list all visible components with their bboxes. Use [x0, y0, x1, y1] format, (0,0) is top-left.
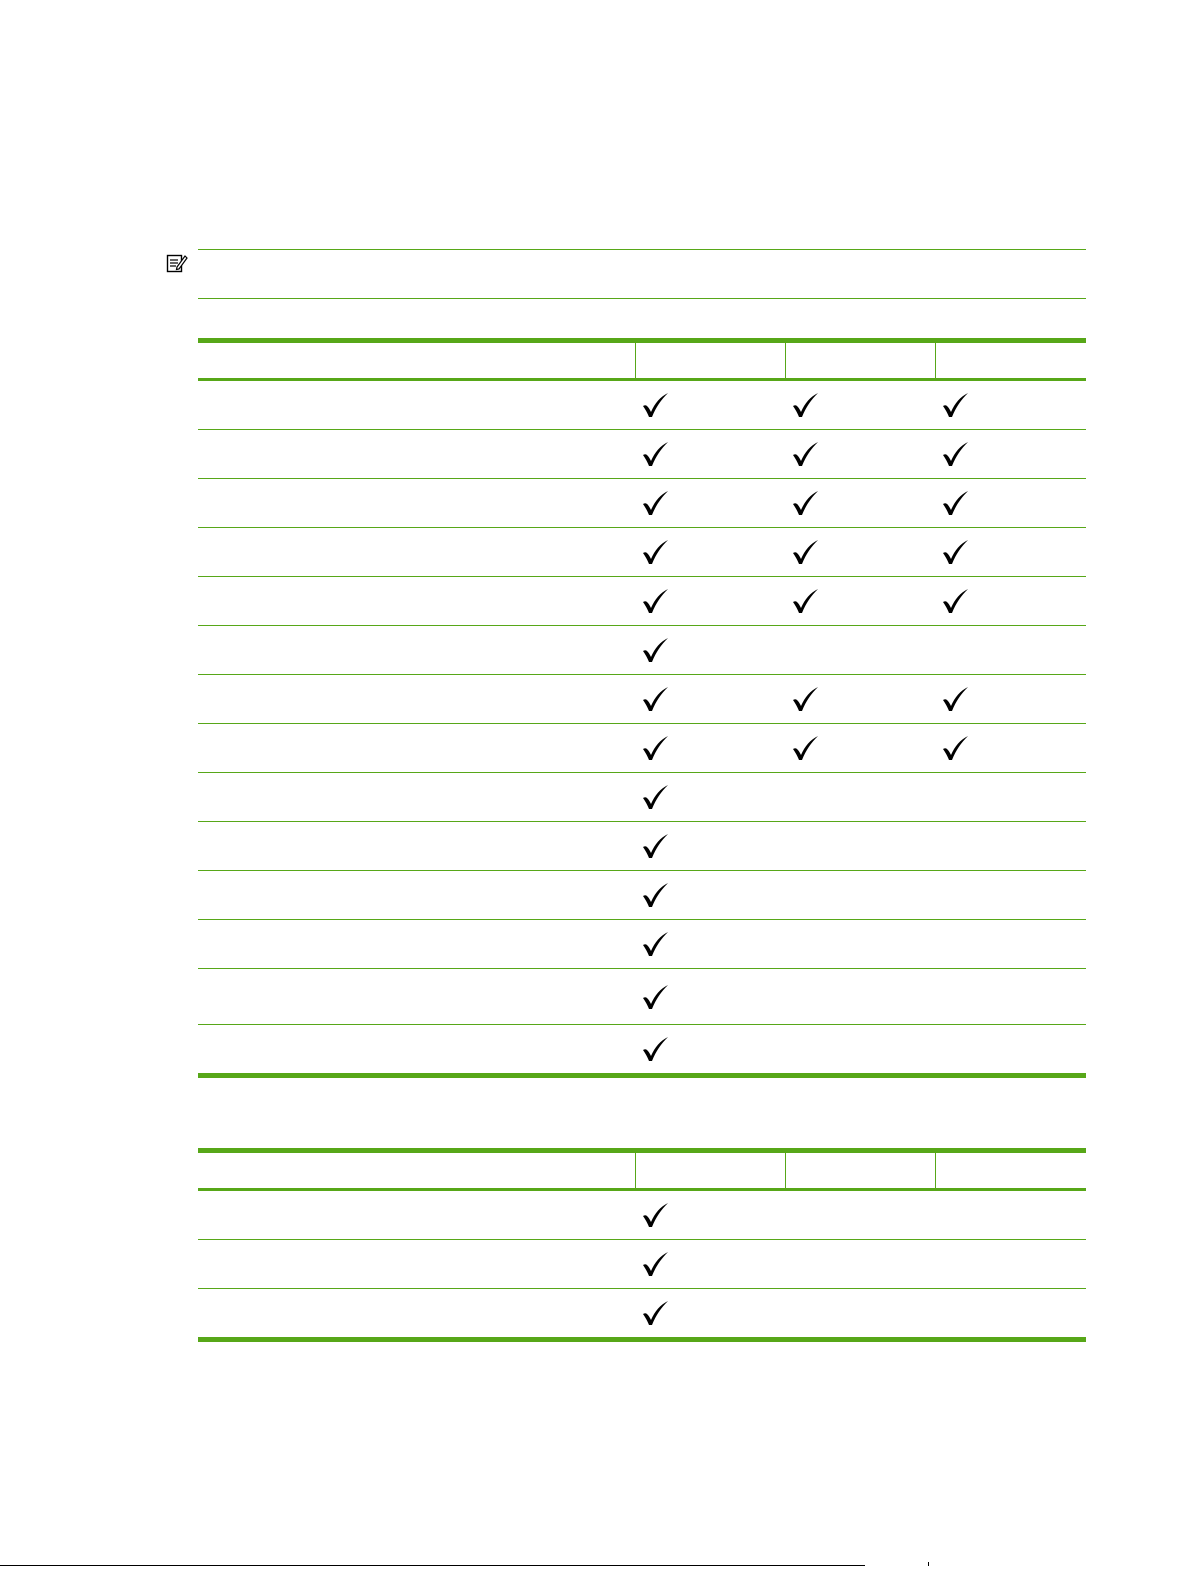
check-mark-icon [641, 538, 669, 566]
row-label-cell [198, 577, 635, 626]
check-cell [935, 920, 1086, 969]
check-mark-icon [941, 538, 969, 566]
check-cell [635, 1289, 785, 1340]
check-cell [935, 577, 1086, 626]
check-cell [785, 1190, 935, 1240]
check-cell [935, 675, 1086, 724]
check-cell [635, 577, 785, 626]
check-mark-icon [641, 1201, 669, 1229]
note-bottom-rule [198, 298, 1086, 299]
check-cell [635, 773, 785, 822]
check-mark-icon [641, 636, 669, 664]
table-row [198, 1240, 1086, 1289]
check-cell [635, 528, 785, 577]
check-cell [785, 479, 935, 528]
check-cell [785, 822, 935, 871]
check-mark-icon [641, 440, 669, 468]
check-cell [635, 1190, 785, 1240]
check-cell [935, 724, 1086, 773]
check-mark-icon [641, 783, 669, 811]
row-label-cell [198, 528, 635, 577]
row-label-cell [198, 871, 635, 920]
check-cell [635, 430, 785, 479]
check-mark-icon [791, 489, 819, 517]
check-mark-icon [641, 587, 669, 615]
check-cell [635, 920, 785, 969]
check-cell [785, 626, 935, 675]
check-mark-icon [641, 1035, 669, 1063]
table-header-row [198, 341, 1086, 380]
check-mark-icon [791, 440, 819, 468]
check-cell [785, 528, 935, 577]
header-cell [198, 341, 635, 380]
check-mark-icon [941, 587, 969, 615]
row-label-cell [198, 1025, 635, 1076]
check-mark-icon [791, 685, 819, 713]
note-top-rule [198, 249, 1086, 250]
check-mark-icon [941, 391, 969, 419]
row-label-cell [198, 380, 635, 430]
table-row [198, 675, 1086, 724]
check-cell [635, 626, 785, 675]
check-cell [935, 380, 1086, 430]
header-cell [785, 341, 935, 380]
check-cell [935, 1240, 1086, 1289]
header-cell [935, 1151, 1086, 1190]
check-cell [785, 675, 935, 724]
table-body [198, 1190, 1086, 1340]
check-cell [635, 822, 785, 871]
table-row [198, 479, 1086, 528]
check-cell [635, 675, 785, 724]
row-label-cell [198, 1240, 635, 1289]
check-cell [935, 430, 1086, 479]
row-label-cell [198, 822, 635, 871]
check-cell [635, 479, 785, 528]
header-cell [635, 341, 785, 380]
check-mark-icon [641, 930, 669, 958]
check-cell [785, 969, 935, 1025]
row-label-cell [198, 920, 635, 969]
row-label-cell [198, 1190, 635, 1240]
table-row [198, 773, 1086, 822]
check-mark-icon [941, 440, 969, 468]
check-mark-icon [641, 489, 669, 517]
row-label-cell [198, 969, 635, 1025]
compatibility-table-1 [198, 338, 1086, 1078]
check-cell [635, 871, 785, 920]
check-cell [935, 969, 1086, 1025]
table-row [198, 528, 1086, 577]
table-row [198, 380, 1086, 430]
table-body [198, 380, 1086, 1076]
check-cell [785, 430, 935, 479]
table-header-row [198, 1151, 1086, 1190]
table-row [198, 1025, 1086, 1076]
check-cell [635, 969, 785, 1025]
check-mark-icon [941, 734, 969, 762]
header-cell [785, 1151, 935, 1190]
check-mark-icon [941, 685, 969, 713]
row-label-cell [198, 1289, 635, 1340]
check-cell [935, 1289, 1086, 1340]
check-cell [785, 1240, 935, 1289]
check-cell [785, 1025, 935, 1076]
row-label-cell [198, 430, 635, 479]
check-mark-icon [791, 391, 819, 419]
footer-tick [928, 1562, 929, 1566]
check-cell [935, 822, 1086, 871]
table-row [198, 1190, 1086, 1240]
table-row [198, 626, 1086, 675]
row-label-cell [198, 626, 635, 675]
check-mark-icon [641, 832, 669, 860]
check-cell [935, 479, 1086, 528]
check-cell [935, 773, 1086, 822]
check-mark-icon [641, 1299, 669, 1327]
check-mark-icon [641, 734, 669, 762]
table-row [198, 430, 1086, 479]
check-mark-icon [791, 734, 819, 762]
table-row [198, 969, 1086, 1025]
table-row [198, 871, 1086, 920]
check-cell [635, 724, 785, 773]
table-row [198, 822, 1086, 871]
check-cell [935, 626, 1086, 675]
check-cell [785, 1289, 935, 1340]
compatibility-table-2 [198, 1148, 1086, 1342]
check-cell [935, 528, 1086, 577]
check-cell [635, 380, 785, 430]
note-icon [166, 252, 188, 274]
check-cell [935, 1190, 1086, 1240]
check-mark-icon [641, 685, 669, 713]
check-cell [785, 380, 935, 430]
check-cell [785, 871, 935, 920]
row-label-cell [198, 724, 635, 773]
row-label-cell [198, 479, 635, 528]
header-cell [635, 1151, 785, 1190]
header-cell [935, 341, 1086, 380]
table-row [198, 920, 1086, 969]
check-cell [935, 1025, 1086, 1076]
check-cell [935, 871, 1086, 920]
table-row [198, 724, 1086, 773]
table-row [198, 577, 1086, 626]
check-mark-icon [641, 983, 669, 1011]
row-label-cell [198, 675, 635, 724]
footer-rule [0, 1565, 865, 1566]
check-mark-icon [941, 489, 969, 517]
check-mark-icon [641, 1250, 669, 1278]
check-mark-icon [791, 587, 819, 615]
check-cell [785, 920, 935, 969]
check-cell [635, 1025, 785, 1076]
check-cell [785, 724, 935, 773]
check-cell [785, 773, 935, 822]
check-mark-icon [641, 881, 669, 909]
check-cell [785, 577, 935, 626]
check-mark-icon [641, 391, 669, 419]
table-row [198, 1289, 1086, 1340]
row-label-cell [198, 773, 635, 822]
check-mark-icon [791, 538, 819, 566]
header-cell [198, 1151, 635, 1190]
check-cell [635, 1240, 785, 1289]
